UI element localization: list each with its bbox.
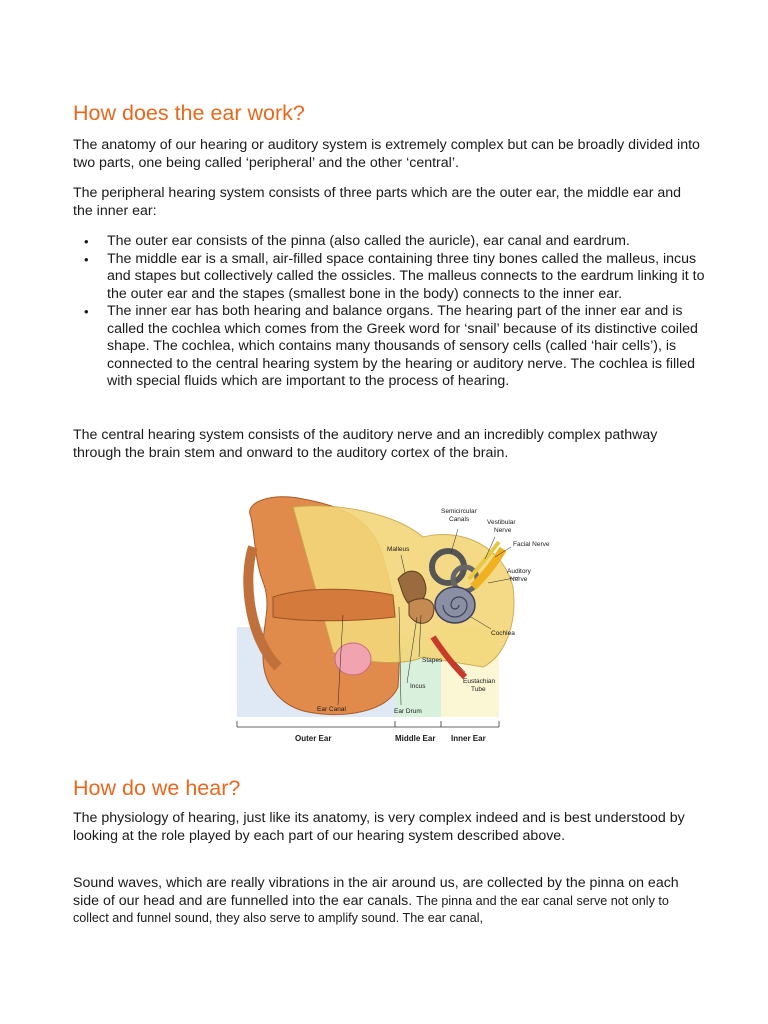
sound-waves-text: Sound waves, which are really vibrations in the air around us, are collected by the pinna on each side of our head and are funnelled into the ear canals. — [73, 875, 679, 909]
heading-how-does-the-ear-work: How does the ear work? — [73, 101, 305, 125]
label-facial-nerve: Facial Nerve — [513, 541, 550, 548]
incus-bone — [409, 599, 434, 624]
label-middle-ear: Middle Ear — [395, 734, 436, 743]
label-incus: Incus — [410, 683, 426, 690]
label-auditory-1: Auditory — [507, 568, 531, 575]
pinna-amplify-text: The pinna and the ear canal serve not only to collect and funnel sound, they also serve to amplify sound. The ear canal, — [73, 893, 669, 925]
region-bracket — [237, 721, 499, 727]
paragraph-physiology: The physiology of hearing, just like its anatomy, is very complex indeed and is best understood by looking at the role played by each part of our hearing system described above. — [73, 810, 685, 844]
label-cochlea: Cochlea — [491, 630, 515, 637]
label-eustachian-1: Eustachian — [463, 678, 496, 685]
paragraph-anatomy: The anatomy of our hearing or auditory system is extremely complex but can be broadly divided into two parts, one being called ‘peripheral’ and the other ‘central’. — [73, 137, 700, 171]
label-ear-drum: Ear Drum — [394, 708, 422, 715]
bullet-list-ear-parts — [73, 233, 707, 391]
label-outer-ear: Outer Ear — [295, 734, 332, 743]
label-semicircular-2: Canals — [449, 516, 470, 523]
label-auditory-2: Nerve — [510, 576, 528, 583]
label-inner-ear: Inner Ear — [451, 734, 486, 743]
paragraph-peripheral: The peripheral hearing system consists of three parts which are the outer ear, the middle ear and the inner ear: — [73, 185, 682, 219]
label-malleus: Malleus — [387, 546, 410, 553]
label-vestibular-2: Nerve — [494, 527, 512, 534]
ear-anatomy-figure — [233, 487, 550, 747]
heading-how-do-we-hear: How do we hear? — [73, 776, 241, 800]
list-item-middle-ear: • The middle ear is a small, air-filled space containing three tiny bones called the malleus, incus and stapes but collectively called the ossicles. The malleus connects to the eardrum linking it to the outer ear and the stapes (smallest bone in the body) connects to the inner ear. — [107, 251, 707, 304]
ear-canal-shape — [273, 589, 395, 621]
list-item-outer-ear: • The outer ear consists of the pinna (also called the auricle), ear canal and eardrum. — [107, 233, 707, 251]
paragraph-central: The central hearing system consists of the auditory nerve and an incredibly complex pathway through the brain stem and onward to the auditory cortex of the brain. — [73, 427, 658, 461]
label-vestibular-1: Vestibular — [487, 519, 516, 526]
label-eustachian-2: Tube — [471, 686, 486, 693]
label-semicircular-1: Semicircular — [441, 508, 477, 515]
label-stapes: Stapes — [422, 657, 443, 664]
list-item-inner-ear: • The inner ear has both hearing and balance organs. The hearing part of the inner ear and is called the cochlea which comes from the Greek word for ‘snail’ because of its distinctive coiled shape. The cochlea, which contains many thousands of sensory cells (called ‘hair cells’), is connected to the central hearing system by the hearing or auditory nerve. The cochlea is filled with special fluids which are important to the process of hearing. — [107, 303, 707, 391]
label-ear-canal: Ear Canal — [317, 706, 346, 713]
paragraph-sound-waves — [73, 875, 703, 928]
